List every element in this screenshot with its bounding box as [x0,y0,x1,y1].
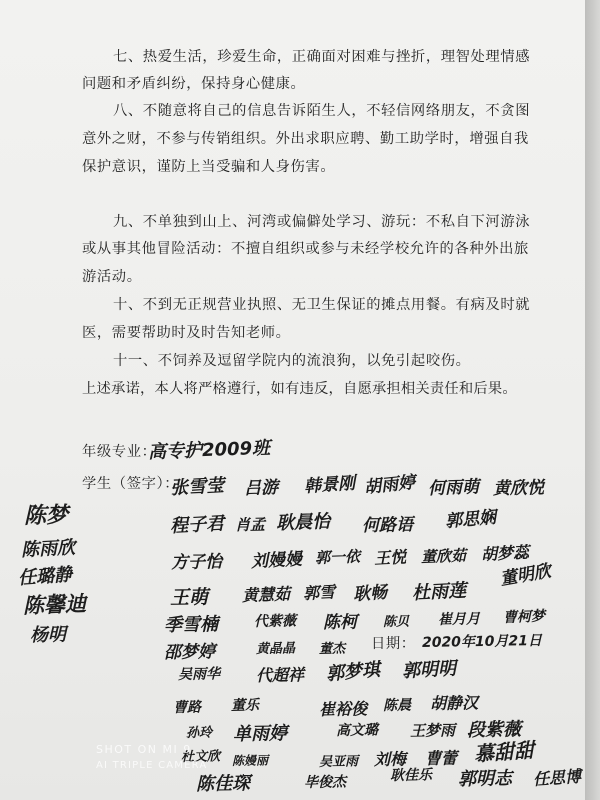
date-label: 日期： [371,636,416,652]
student-signature-39: 崔裕俊 [318,699,368,719]
paragraph-9-line-3: 游活动。 [82,269,142,285]
student-signature-55: 耿佳乐 [389,767,433,784]
student-signature-31: 黄晶晶 [255,641,296,657]
student-signature-20: 郭雪 [302,582,336,603]
grade-major-value: 高专护2009班 [147,437,271,463]
student-signature-23: 董明欣 [498,561,553,590]
student-signature-48: 陈嫚丽 [231,753,269,768]
grade-major-label: 年级专业： [82,444,157,460]
student-signatures-label: 学生（签字）： [82,476,180,492]
student-signature-3: 韩景刚 [303,473,356,497]
student-signature-17: 胡梦蕊 [480,542,530,564]
paragraph-8-line-1: 八、不随意将自己的信息告诉陌生人，不轻信网络朋友，不贪图 [113,103,531,119]
student-signature-7: 程子君 [169,513,225,537]
left-margin-signature-1: 陈梦 [23,503,69,529]
student-signature-8: 肖孟 [234,515,266,534]
paragraph-8-line-2: 意外之财，不参与传销组织。外出求职应聘、勤工助学时，增强自我 [82,131,529,147]
student-signature-47: 杜文欣 [180,749,221,765]
student-signature-26: 陈柯 [322,612,358,633]
student-signature-30: 邵梦婷 [163,642,216,663]
student-signature-6: 黄欣悦 [492,478,545,499]
student-signature-41: 胡静汉 [429,693,479,713]
camera-watermark-line-2: AI TRIPLE CAMERA [96,760,208,771]
commitment-summary: 上述承诺，本人将严格遵行，如有违反，自愿承担相关责任和后果。 [82,381,517,397]
student-signature-25: 代紫薇 [253,613,297,630]
paragraph-10-line-1: 十、不到无正规营业执照、无卫生保证的摊点用餐。有病及时就 [113,297,531,313]
student-signature-35: 郭梦琪 [325,659,381,685]
paragraph-10-line-2: 医，需要帮助时及时告知老师。 [82,325,291,341]
left-margin-signature-2: 陈雨欣 [20,537,76,561]
left-margin-signature-4: 陈馨迪 [22,591,87,618]
student-signature-2: 吕游 [243,477,279,499]
paragraph-9-line-2: 或从事其他冒险活动：不擅自组织或参与未经学校允许的各种外出旅 [82,241,529,257]
student-signature-4: 胡雨婷 [363,472,417,498]
student-signature-10: 何路语 [361,515,414,536]
date-value: 2020年10月21日 [421,632,543,651]
student-signature-56: 郭明志 [457,768,513,790]
student-signature-37: 曹路 [172,699,202,716]
student-signature-49: 吴亚雨 [318,754,359,770]
student-signature-12: 方子怡 [170,552,223,573]
student-signature-11: 郭思娴 [444,507,497,532]
student-signature-1: 张雪莹 [169,475,225,499]
student-signature-53: 陈佳琛 [195,773,251,795]
student-signature-34: 代超祥 [255,665,305,685]
student-signature-27: 陈贝 [382,614,410,630]
camera-watermark-line-1: SHOT ON MI 9 [96,743,192,756]
paragraph-11: 十一、不饲养及逗留学院内的流浪狗，以免引起咬伤。 [113,353,471,369]
student-signature-44: 高文璐 [335,722,379,739]
student-signature-18: 王萌 [169,586,209,609]
student-signature-50: 刘梅 [373,749,407,769]
student-signature-38: 董乐 [230,697,260,714]
student-signature-22: 杜雨莲 [411,580,467,604]
left-margin-signature-5: 杨明 [29,624,67,646]
student-signature-28: 崔月月 [437,611,481,628]
student-signature-51: 曹蕾 [424,748,458,768]
student-signature-52: 慕甜甜 [473,737,535,766]
student-signature-45: 王梦雨 [409,721,456,740]
student-signature-54: 毕俊杰 [303,774,347,791]
background-edge [585,0,600,800]
paragraph-7-line-1: 七、热爱生活，珍爱生命，正确面对困难与挫折，理智处理情感 [113,49,531,65]
student-signature-13: 刘嫚嫚 [250,549,303,572]
student-signature-42: 孙玲 [185,725,213,741]
paragraph-8-line-3: 保护意识，谨防上当受骗和人身伤害。 [82,159,336,175]
student-signature-33: 吴雨华 [177,666,221,683]
student-signature-19: 黄慧茹 [241,584,291,605]
student-signature-32: 董杰 [318,641,346,657]
paragraph-9-line-1: 九、不单独到山上、河湾或偏僻处学习、游玩：不私自下河游泳 [113,214,531,230]
left-margin-signature-3: 任璐静 [17,564,73,589]
student-signature-46: 段紫薇 [466,719,522,741]
student-signature-29: 曹柯梦 [502,608,546,626]
student-signature-43: 单雨婷 [232,723,288,745]
paragraph-7-line-2: 问题和矛盾纠纷，保持身心健康。 [82,76,306,92]
student-signature-16: 董欣茹 [420,546,467,566]
student-signature-24: 季雪楠 [163,614,219,636]
student-signature-36: 郭明明 [401,658,457,682]
student-signature-9: 耿晨怡 [275,511,331,534]
student-signature-21: 耿畅 [352,582,388,605]
student-signature-57: 任思博 [532,766,582,789]
student-signature-15: 王悦 [373,547,407,568]
student-signature-40: 陈晨 [382,697,412,714]
student-signature-14: 郭一依 [314,547,361,567]
student-signature-5: 何雨萌 [427,477,480,499]
